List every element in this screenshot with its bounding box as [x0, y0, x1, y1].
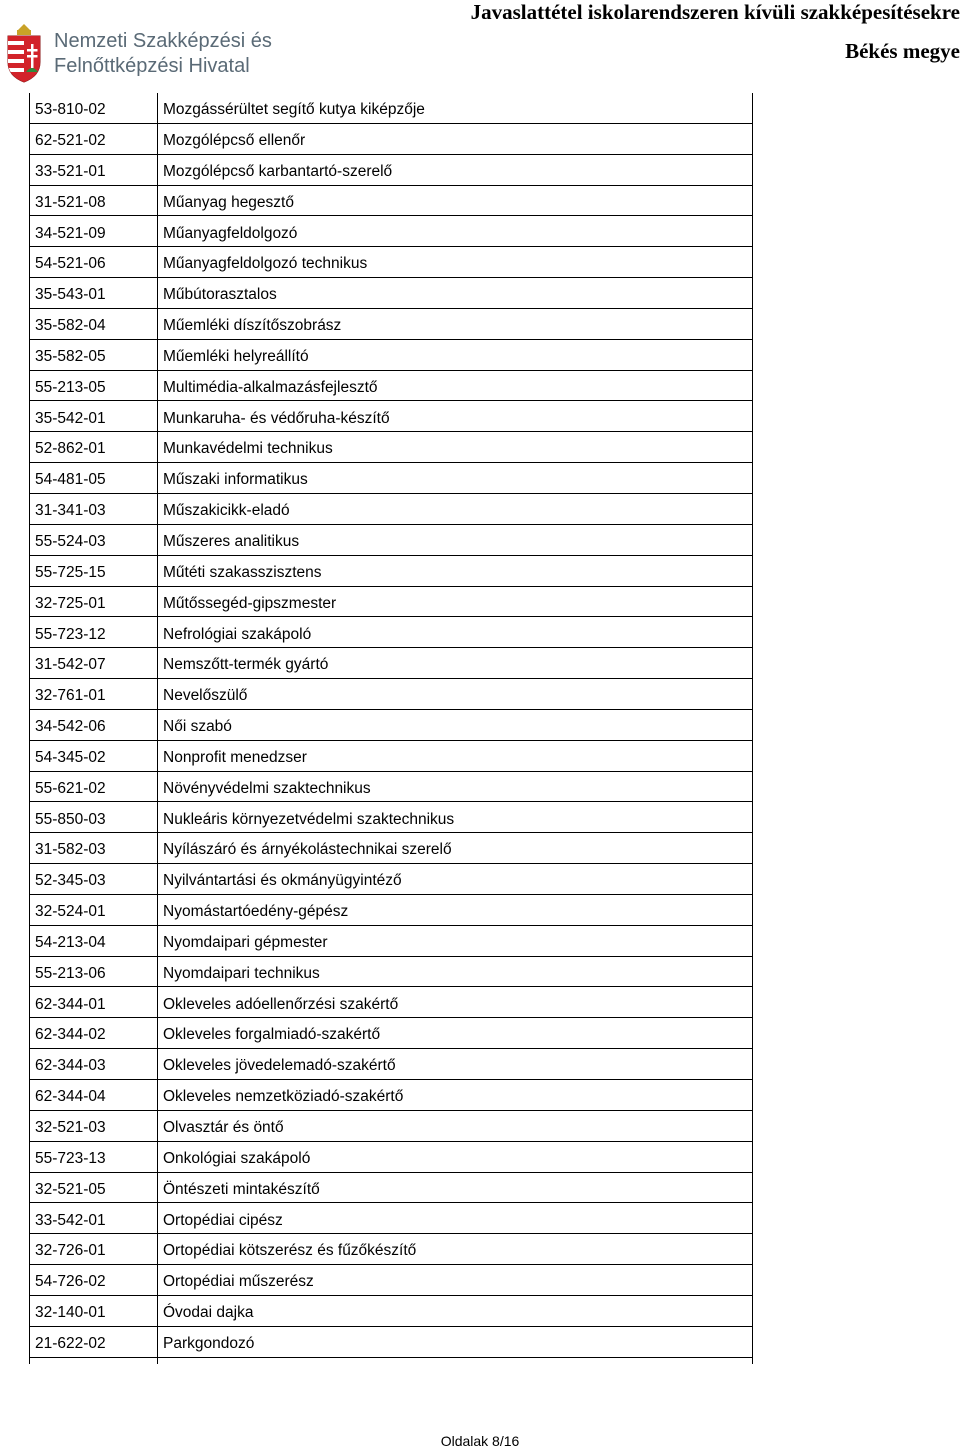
document-subtitle: Békés megye [845, 39, 960, 63]
table-row [29, 463, 753, 494]
qualification-name: Műanyagfeldolgozó technikus [158, 247, 753, 278]
table-row [29, 216, 753, 247]
table-row [29, 1080, 753, 1111]
qualification-name: Munkaruha- és védőruha-készítő [158, 401, 753, 432]
table-row [29, 309, 753, 340]
qualification-code: 32-521-05 [29, 1173, 158, 1204]
table-row [29, 710, 753, 741]
qualification-code: 55-725-15 [29, 556, 158, 587]
qualification-name: Műtőssegéd-gipszmester [158, 587, 753, 618]
table-row [29, 679, 753, 710]
qualification-name: Nemszőtt-termék gyártó [158, 648, 753, 679]
qualification-name: Növényvédelmi szaktechnikus [158, 772, 753, 803]
qualification-code: 32-725-01 [29, 587, 158, 618]
table-row [29, 772, 753, 803]
qualification-name: Nyilvántartási és okmányügyintéző [158, 864, 753, 895]
table-row [29, 340, 753, 371]
qualification-name: Óvodai dajka [158, 1296, 753, 1327]
logo-text [54, 29, 272, 79]
qualification-code: 54-521-06 [29, 247, 158, 278]
qualification-code: 35-582-04 [29, 309, 158, 340]
qualification-name: Műszaki informatikus [158, 463, 753, 494]
table-row [29, 987, 753, 1018]
qualification-name: Nonprofit menedzser [158, 741, 753, 772]
table-row [29, 1049, 753, 1080]
table-row [29, 401, 753, 432]
qualification-code: 32-140-01 [29, 1296, 158, 1327]
qualification-name: Okleveles jövedelemadó-szakértő [158, 1049, 753, 1080]
agency-logo [4, 22, 314, 86]
table-row [29, 833, 753, 864]
qualification-name: Okleveles forgalmiadó-szakértő [158, 1018, 753, 1049]
table-row [29, 1327, 753, 1358]
qualification-name: Nyomdaipari gépmester [158, 926, 753, 957]
qualification-name: Mozgólépcső karbantartó-szerelő [158, 155, 753, 186]
qualification-code: 62-344-01 [29, 987, 158, 1018]
qualification-code: 54-726-02 [29, 1265, 158, 1296]
qualification-name: Mozgólépcső ellenőr [158, 124, 753, 155]
qualification-name: Nyomdaipari technikus [158, 957, 753, 988]
qualifications-table [29, 93, 753, 1364]
qualification-code: 53-810-02 [29, 93, 158, 124]
table-row [29, 1203, 753, 1234]
qualification-name: Női szabó [158, 710, 753, 741]
qualification-code: 33-521-01 [29, 155, 158, 186]
page-number: Oldalak 8/16 [440, 1433, 520, 1449]
qualification-code: 55-850-03 [29, 802, 158, 833]
table-row [29, 957, 753, 988]
qualification-name: Onkológiai szakápoló [158, 1142, 753, 1173]
table-row [29, 186, 753, 217]
document-title: Javaslattétel iskolarendszeren kívüli szakképesítésekre [470, 0, 960, 24]
table-row [29, 1173, 753, 1204]
qualification-name: Műanyagfeldolgozó [158, 216, 753, 247]
qualification-name: Műszeres analitikus [158, 525, 753, 556]
table-row [29, 741, 753, 772]
table-row [29, 247, 753, 278]
qualification-name: Öntészeti mintakészítő [158, 1173, 753, 1204]
table-row [29, 1296, 753, 1327]
qualification-name: Okleveles adóellenőrzési szakértő [158, 987, 753, 1018]
qualification-code: 62-344-03 [29, 1049, 158, 1080]
qualification-code: 35-582-05 [29, 340, 158, 371]
qualification-name: Ortopédiai cipész [158, 1203, 753, 1234]
qualification-code: 55-723-13 [29, 1142, 158, 1173]
qualification-code: 34-542-06 [29, 710, 158, 741]
qualification-code: 32-524-01 [29, 895, 158, 926]
table-row [29, 802, 753, 833]
qualification-code: 31-542-07 [29, 648, 158, 679]
table-row [29, 1111, 753, 1142]
table-row [29, 124, 753, 155]
qualification-code: 33-542-01 [29, 1203, 158, 1234]
qualification-code: 54-213-04 [29, 926, 158, 957]
logo-line-2: Felnőttképzési Hivatal [54, 55, 250, 77]
qualification-code: 34-521-09 [29, 216, 158, 247]
table-row [29, 1018, 753, 1049]
qualification-name: Multimédia-alkalmazásfejlesztő [158, 371, 753, 402]
qualification-code: 32-726-01 [29, 1234, 158, 1265]
qualification-code: 31-341-03 [29, 494, 158, 525]
table-continuation [29, 1358, 753, 1364]
table-row [29, 556, 753, 587]
qualification-code: 55-213-05 [29, 371, 158, 402]
qualification-code: 54-345-02 [29, 741, 158, 772]
qualification-code: 55-213-06 [29, 957, 158, 988]
table-row [29, 926, 753, 957]
qualification-code: 32-521-03 [29, 1111, 158, 1142]
qualification-name: Nukleáris környezetvédelmi szaktechnikus [158, 802, 753, 833]
qualification-name: Nyomástartóedény-gépész [158, 895, 753, 926]
qualification-name: Mozgássérültet segítő kutya kiképzője [158, 93, 753, 124]
table-row [29, 648, 753, 679]
qualification-name: Műbútorasztalos [158, 278, 753, 309]
table-row [29, 1265, 753, 1296]
qualification-name: Nefrológiai szakápoló [158, 617, 753, 648]
logo-line-1: Nemzeti Szakképzési és [54, 30, 272, 52]
qualification-code: 55-621-02 [29, 772, 158, 803]
qualification-name: Parkgondozó [158, 1327, 753, 1358]
table-row [29, 525, 753, 556]
qualification-code: 31-582-03 [29, 833, 158, 864]
qualification-code: 62-344-04 [29, 1080, 158, 1111]
qualification-code: 52-862-01 [29, 432, 158, 463]
coat-of-arms-icon [4, 22, 44, 84]
table-row [29, 278, 753, 309]
qualification-code: 32-761-01 [29, 679, 158, 710]
table-row [29, 895, 753, 926]
table-row [29, 432, 753, 463]
qualification-name: Olvasztár és öntő [158, 1111, 753, 1142]
table-row [29, 494, 753, 525]
qualification-name: Munkavédelmi technikus [158, 432, 753, 463]
table-row [29, 1234, 753, 1265]
qualification-code: 52-345-03 [29, 864, 158, 895]
qualification-name: Műszakicikk-eladó [158, 494, 753, 525]
table-row [29, 155, 753, 186]
table-row [29, 371, 753, 402]
qualification-code: 54-481-05 [29, 463, 158, 494]
qualification-name: Nevelőszülő [158, 679, 753, 710]
qualification-code: 62-344-02 [29, 1018, 158, 1049]
table-row [29, 587, 753, 618]
qualification-name: Okleveles nemzetköziadó-szakértő [158, 1080, 753, 1111]
qualification-code: 62-521-02 [29, 124, 158, 155]
qualification-name: Ortopédiai kötszerész és fűzőkészítő [158, 1234, 753, 1265]
qualification-code: 35-542-01 [29, 401, 158, 432]
table-row [29, 93, 753, 124]
table-row [29, 617, 753, 648]
qualification-code: 31-521-08 [29, 186, 158, 217]
qualification-name: Műtéti szakasszisztens [158, 556, 753, 587]
qualification-code: 21-622-02 [29, 1327, 158, 1358]
table-row [29, 1142, 753, 1173]
qualification-name: Ortopédiai műszerész [158, 1265, 753, 1296]
qualification-code: 35-543-01 [29, 278, 158, 309]
qualification-name: Műanyag hegesztő [158, 186, 753, 217]
qualification-name: Műemléki helyreállító [158, 340, 753, 371]
qualification-code: 55-524-03 [29, 525, 158, 556]
qualification-name: Nyílászáró és árnyékolástechnikai szerelő [158, 833, 753, 864]
qualification-code: 55-723-12 [29, 617, 158, 648]
qualification-name: Műemléki díszítőszobrász [158, 309, 753, 340]
table-row [29, 864, 753, 895]
